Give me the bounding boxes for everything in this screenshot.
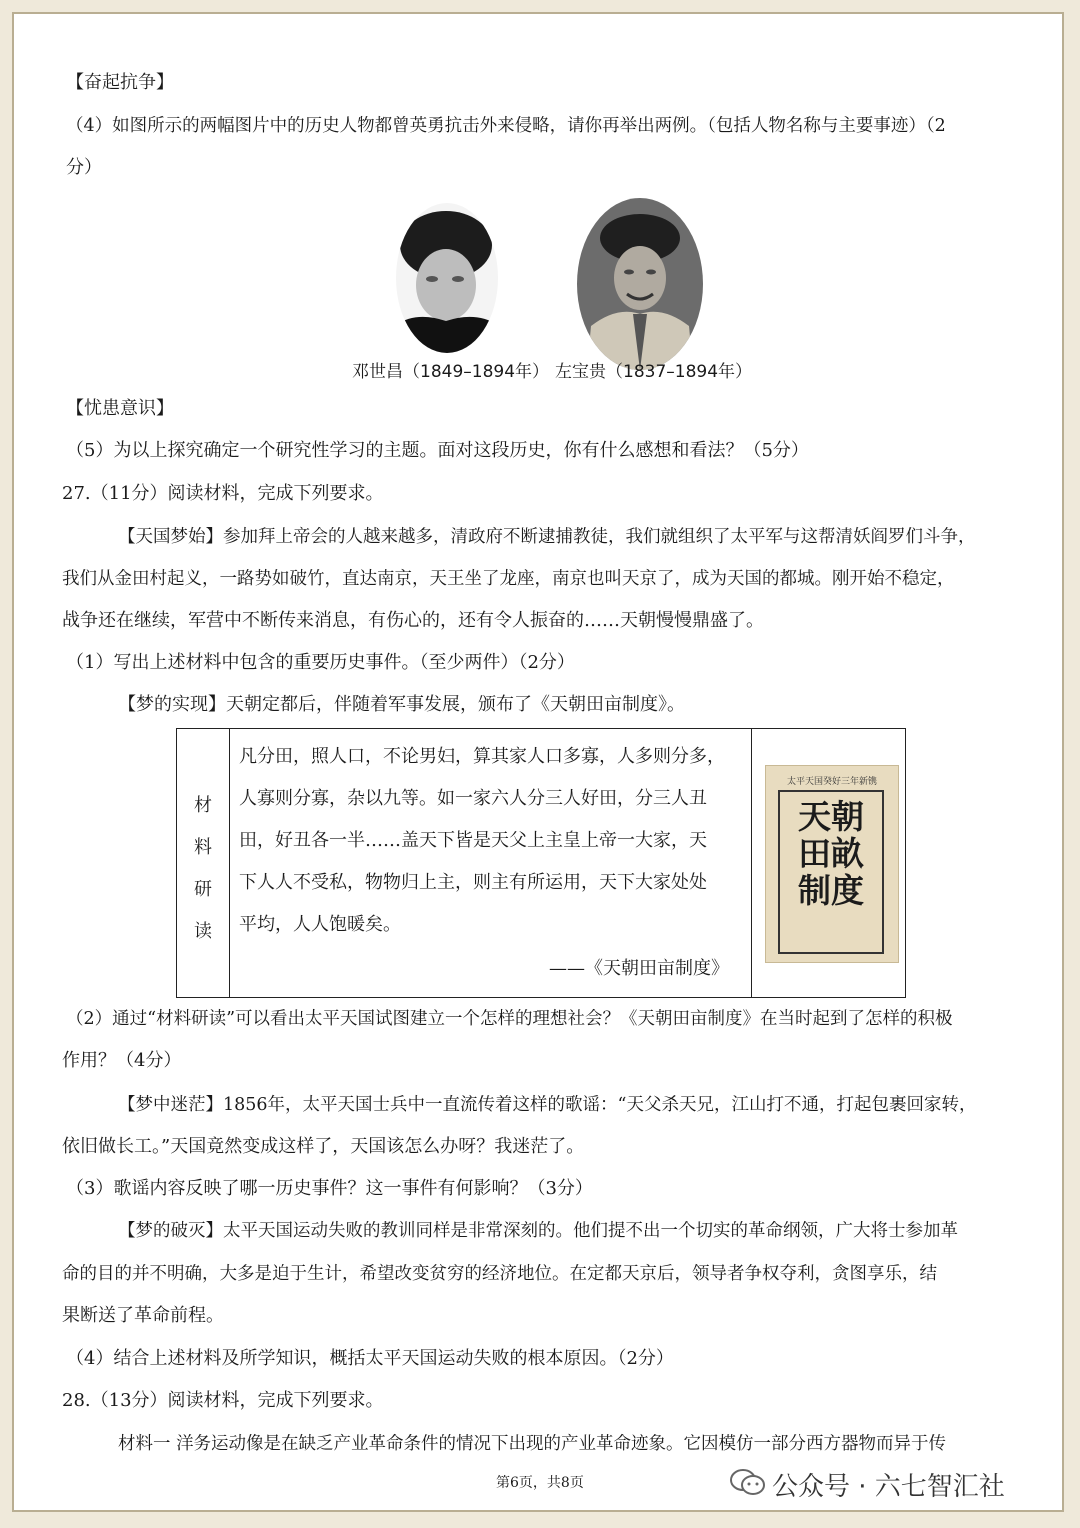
material-table [176, 728, 906, 998]
q27-passage4-line3: 果断送了革命前程。 [62, 1305, 224, 1326]
material-text-line: 下人人不受私，物物归上主，则主有所运用，天下大家处处 [239, 872, 707, 893]
portrait-deng-shichang [396, 203, 498, 353]
q27-question-3: （3）歌谣内容反映了哪一历史事件？这一事件有何影响？（3分） [66, 1178, 593, 1199]
q27-passage1-line3: 战争还在继续，军营中不断传来消息，有伤心的，还有令人振奋的……天朝慢慢鼎盛了。 [62, 610, 764, 631]
q27-passage2: 【梦的实现】天朝定都后，伴随着军事发展，颁布了《天朝田亩制度》。 [118, 694, 685, 715]
q27-passage4-line1: 【梦的破灭】太平天国运动失败的教训同样是非常深刻的。他们提不出一个切实的革命纲领，广大将士参加革 [118, 1221, 958, 1241]
caption-zuo-baogui: 左宝贵（1837–1894年） [555, 362, 753, 382]
material-label-column [177, 729, 230, 997]
book-title-char: 制 [798, 871, 831, 910]
material-image-column [751, 729, 905, 997]
material-text-line: 田，好丑各一半……盖天下皆是天父上主皇上帝一大家，天 [239, 830, 707, 851]
question-4-line2: 分） [66, 157, 102, 178]
material-text-column [229, 729, 752, 997]
q27-question-4: （4）结合上述材料及所学知识，概括太平天国运动失败的根本原因。（2分） [66, 1348, 674, 1369]
q27-passage1-line2: 我们从金田村起义，一路势如破竹，直达南京，天王坐了龙座，南京也叫天京了，成为天国的都城。刚开始不稳定， [62, 569, 955, 589]
question-4-line1: （4）如图所示的两幅图片中的历史人物都曾英勇抗击外来侵略，请你再举出两例。（包括人物名称与主要事迹）（2 [66, 116, 946, 136]
material-label-char: 研 [194, 879, 212, 900]
q27-passage4-line2: 命的目的并不明确，大多是迫于生计，希望改变贫穷的经济地位。在定都天京后，领导者争权夺利，贪图享乐，结 [62, 1264, 937, 1284]
material-text-line: 人寡则分寡，杂以九等。如一家六人分三人好田，分三人丑 [239, 788, 707, 809]
book-cover-header: 太平天国癸好三年新镌 [786, 777, 877, 787]
q27-passage3-line1: 【梦中迷茫】1856年，太平天国士兵中一直流传着这样的歌谣：“天父杀天兄，江山打不通，打起包裹回家转， [118, 1095, 977, 1115]
book-title-char: 田 [798, 834, 831, 873]
book-title-char: 天 [798, 797, 831, 836]
q27-question-2-line2: 作用？（4分） [62, 1050, 182, 1071]
material-text-line: 凡分田，照人口，不论男妇，算其家人口多寡，人多则分多， [239, 746, 725, 767]
caption-deng-shichang: 邓世昌（1849–1894年） [352, 362, 550, 382]
watermark: 公众号 · 六七智汇社 [772, 1472, 1005, 1502]
question-5: （5）为以上探究确定一个研究性学习的主题。面对这段历史，你有什么感想和看法？（5分） [66, 440, 809, 461]
book-title-char: 朝 [831, 797, 864, 836]
question-28-title: 28.（13分）阅读材料，完成下列要求。 [62, 1390, 384, 1411]
book-cover-frame [778, 790, 884, 954]
wechat-icon [730, 1468, 766, 1496]
page-number: 第6页，共8页 [496, 1475, 584, 1491]
book-title-char: 畝 [831, 834, 864, 873]
material-text-line: 平均，人人饱暖矣。 [239, 914, 401, 935]
book-title-char: 度 [831, 871, 864, 910]
material-label-char: 读 [194, 921, 212, 942]
q27-passage3-line2: 依旧做长工。”天国竟然变成这样了，天国该怎么办呀？我迷茫了。 [62, 1136, 585, 1157]
material-label-char: 材 [194, 795, 212, 816]
question-27-title: 27.（11分）阅读材料，完成下列要求。 [62, 483, 384, 504]
material-label-char: 料 [194, 837, 212, 858]
q27-question-1: （1）写出上述材料中包含的重要历史事件。（至少两件）（2分） [66, 652, 575, 673]
book-cover-image [765, 765, 899, 963]
portrait-zuo-baogui [577, 198, 703, 370]
q27-passage1-line1: 【天国梦始】参加拜上帝会的人越来越多，清政府不断逮捕教徒，我们就组织了太平军与这帮清妖阎罗们斗争， [118, 527, 976, 547]
q27-question-2-line1: （2）通过“材料研读”可以看出太平天国试图建立一个怎样的理想社会？《天朝田亩制度》在当时起到了怎样的积极 [66, 1009, 953, 1029]
section-heading-resistance: 【奋起抗争】 [66, 72, 174, 93]
material-source: ——《天朝田亩制度》 [549, 958, 729, 979]
section-heading-awareness: 【忧患意识】 [66, 398, 174, 419]
book-cover-title [780, 798, 882, 909]
q28-material-1: 材料一 洋务运动像是在缺乏产业革命条件的情况下出现的产业革命迹象。它因模仿一部分西方器物而异于传 [118, 1434, 947, 1454]
